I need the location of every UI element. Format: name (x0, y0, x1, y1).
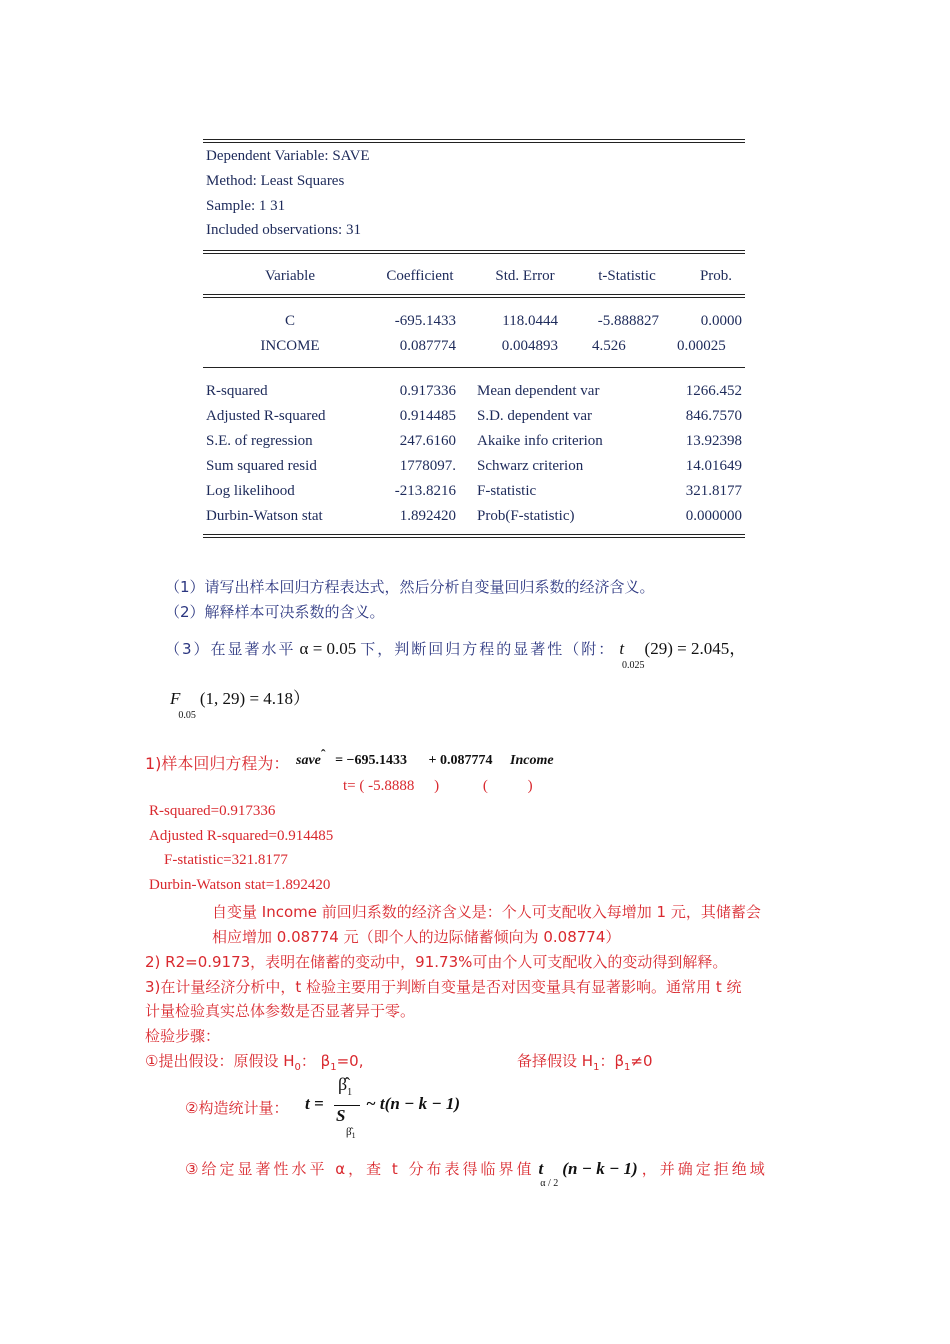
table-row-variable: INCOME (260, 338, 320, 354)
step-2-label: ②构造统计量： (185, 1099, 289, 1117)
stat-value: 1778097. (399, 458, 456, 474)
table-row-coefficient: -695.1433 (394, 313, 456, 329)
dependent-variable: Dependent Variable: SAVE (206, 148, 370, 164)
question-3-cont: $F_{0.05}$ (1, 29) = 4.18） (170, 689, 311, 721)
stat-value: 13.92398 (685, 433, 742, 449)
table-row-prob: 0.0000 (700, 313, 742, 329)
stat-label: F-statistic (477, 483, 537, 499)
answer-3-line-2: 计量检验真实总体参数是否显著异于零。 (145, 1002, 416, 1020)
table-row-t-statistic: 4.526 (592, 338, 626, 354)
stat-label: Mean dependent var (477, 383, 600, 399)
method: Method: Least Squares (206, 173, 345, 189)
stat-value: 1266.452 (685, 383, 742, 399)
test-steps-label: 检验步骤： (145, 1027, 221, 1045)
r-squared-line: R-squared=0.917336 (149, 803, 276, 819)
header-rule (203, 250, 745, 254)
stat-value: 0.914485 (399, 408, 456, 424)
table-row-std-error: 118.0444 (502, 313, 558, 329)
table-row-prob: 0.00025 (677, 338, 726, 354)
table-row-std-error: 0.004893 (501, 338, 558, 354)
stat-label: Prob(F-statistic) (477, 508, 575, 524)
t-distribution: ~ t(n − k − 1) (366, 1094, 461, 1113)
t-formula-lhs: t = (305, 1094, 324, 1113)
question-1: （1）请写出样本回归方程表达式，然后分析自变量回归系数的经济含义。 (165, 578, 655, 596)
rows-rule (203, 367, 745, 368)
answer-2: 2) R2=0.9173，表明在储蓄的变动中，91.73%可由个人可支配收入的变动得到解释。 (145, 953, 728, 971)
meaning-line-2: 相应增加 0.08774 元（即个人的边际储蓄倾向为 0.08774） (212, 928, 621, 946)
beta-hat-numerator: $\betâ_1$ (338, 1074, 353, 1098)
stat-value: 14.01649 (685, 458, 742, 474)
stat-value: -213.8216 (394, 483, 456, 499)
table-bottom-rule (203, 534, 745, 538)
regression-equation: saveˆ = −695.1433 + 0.087774 Income (296, 748, 554, 768)
stat-label: Schwarz criterion (477, 458, 584, 474)
col-std-error: Std. Error (495, 268, 555, 284)
answer-1-label: 1)样本回归方程为： (145, 754, 290, 773)
columns-rule (203, 294, 745, 298)
table-row-coefficient: 0.087774 (399, 338, 456, 354)
stat-value: 0.000000 (685, 508, 742, 524)
stat-label: Adjusted R-squared (206, 408, 326, 424)
step-3-line: ③给定显著性水平 α，查 t 分布表得临界值 $t_{\alpha / 2}$ (n − k − 1) ，并确定拒绝域 (185, 1159, 768, 1189)
stat-label: Akaike info criterion (477, 433, 603, 449)
stat-label: S.E. of regression (206, 433, 313, 449)
f-statistic-line: F-statistic=321.8177 (164, 852, 288, 868)
s-denominator-subscript: $\betâ_1$ (346, 1126, 356, 1140)
stat-value: 321.8177 (685, 483, 742, 499)
stat-value: 1.892420 (399, 508, 456, 524)
table-top-rule (203, 139, 745, 143)
adj-r-squared-line: Adjusted R-squared=0.914485 (149, 828, 334, 844)
durbin-watson-line: Durbin-Watson stat=1.892420 (149, 877, 331, 893)
meaning-line-1: 自变量 Income 前回归系数的经济含义是：个人可支配收入每增加 1 元，其储蓄会 (212, 903, 761, 921)
step-1-alt-hypothesis: 备择假设 $H_1$：$\beta_1\ne 0$ (517, 1052, 653, 1073)
question-3: （3）在显著水平 α = 0.05 下，判断回归方程的显著性（附： $t_{0.025}(29) = 2.045$， (165, 639, 747, 671)
table-row-variable: C (284, 313, 295, 329)
included-observations: Included observations: 31 (206, 222, 361, 238)
stat-label: Durbin-Watson stat (206, 508, 323, 524)
step-1-null-hypothesis: ①提出假设：原假设 $H_0$： $\beta_1=0$, (145, 1052, 364, 1073)
stat-value: 0.917336 (399, 383, 456, 399)
stat-label: R-squared (206, 383, 268, 399)
table-row-t-statistic: -5.888827 (597, 313, 659, 329)
col-variable: Variable (265, 268, 315, 284)
stat-label: Log likelihood (206, 483, 295, 499)
stat-value: 846.7570 (685, 408, 742, 424)
sample: Sample: 1 31 (206, 198, 286, 214)
stat-value: 247.6160 (399, 433, 456, 449)
s-denominator: S (336, 1106, 346, 1125)
col-coefficient: Coefficient (386, 268, 454, 284)
col-t-statistic: t-Statistic (598, 268, 656, 284)
col-prob: Prob. (699, 268, 733, 284)
stat-label: Sum squared resid (206, 458, 317, 474)
stat-label: S.D. dependent var (477, 408, 592, 424)
t-values-line: t= ( -5.8888 ) ( ) (343, 778, 533, 794)
answer-3-line-1: 3)在计量经济分析中，t 检验主要用于判断自变量是否对因变量具有显著影响。通常用 t 统 (145, 978, 742, 996)
question-2: （2）解释样本可决系数的含义。 (165, 603, 385, 621)
